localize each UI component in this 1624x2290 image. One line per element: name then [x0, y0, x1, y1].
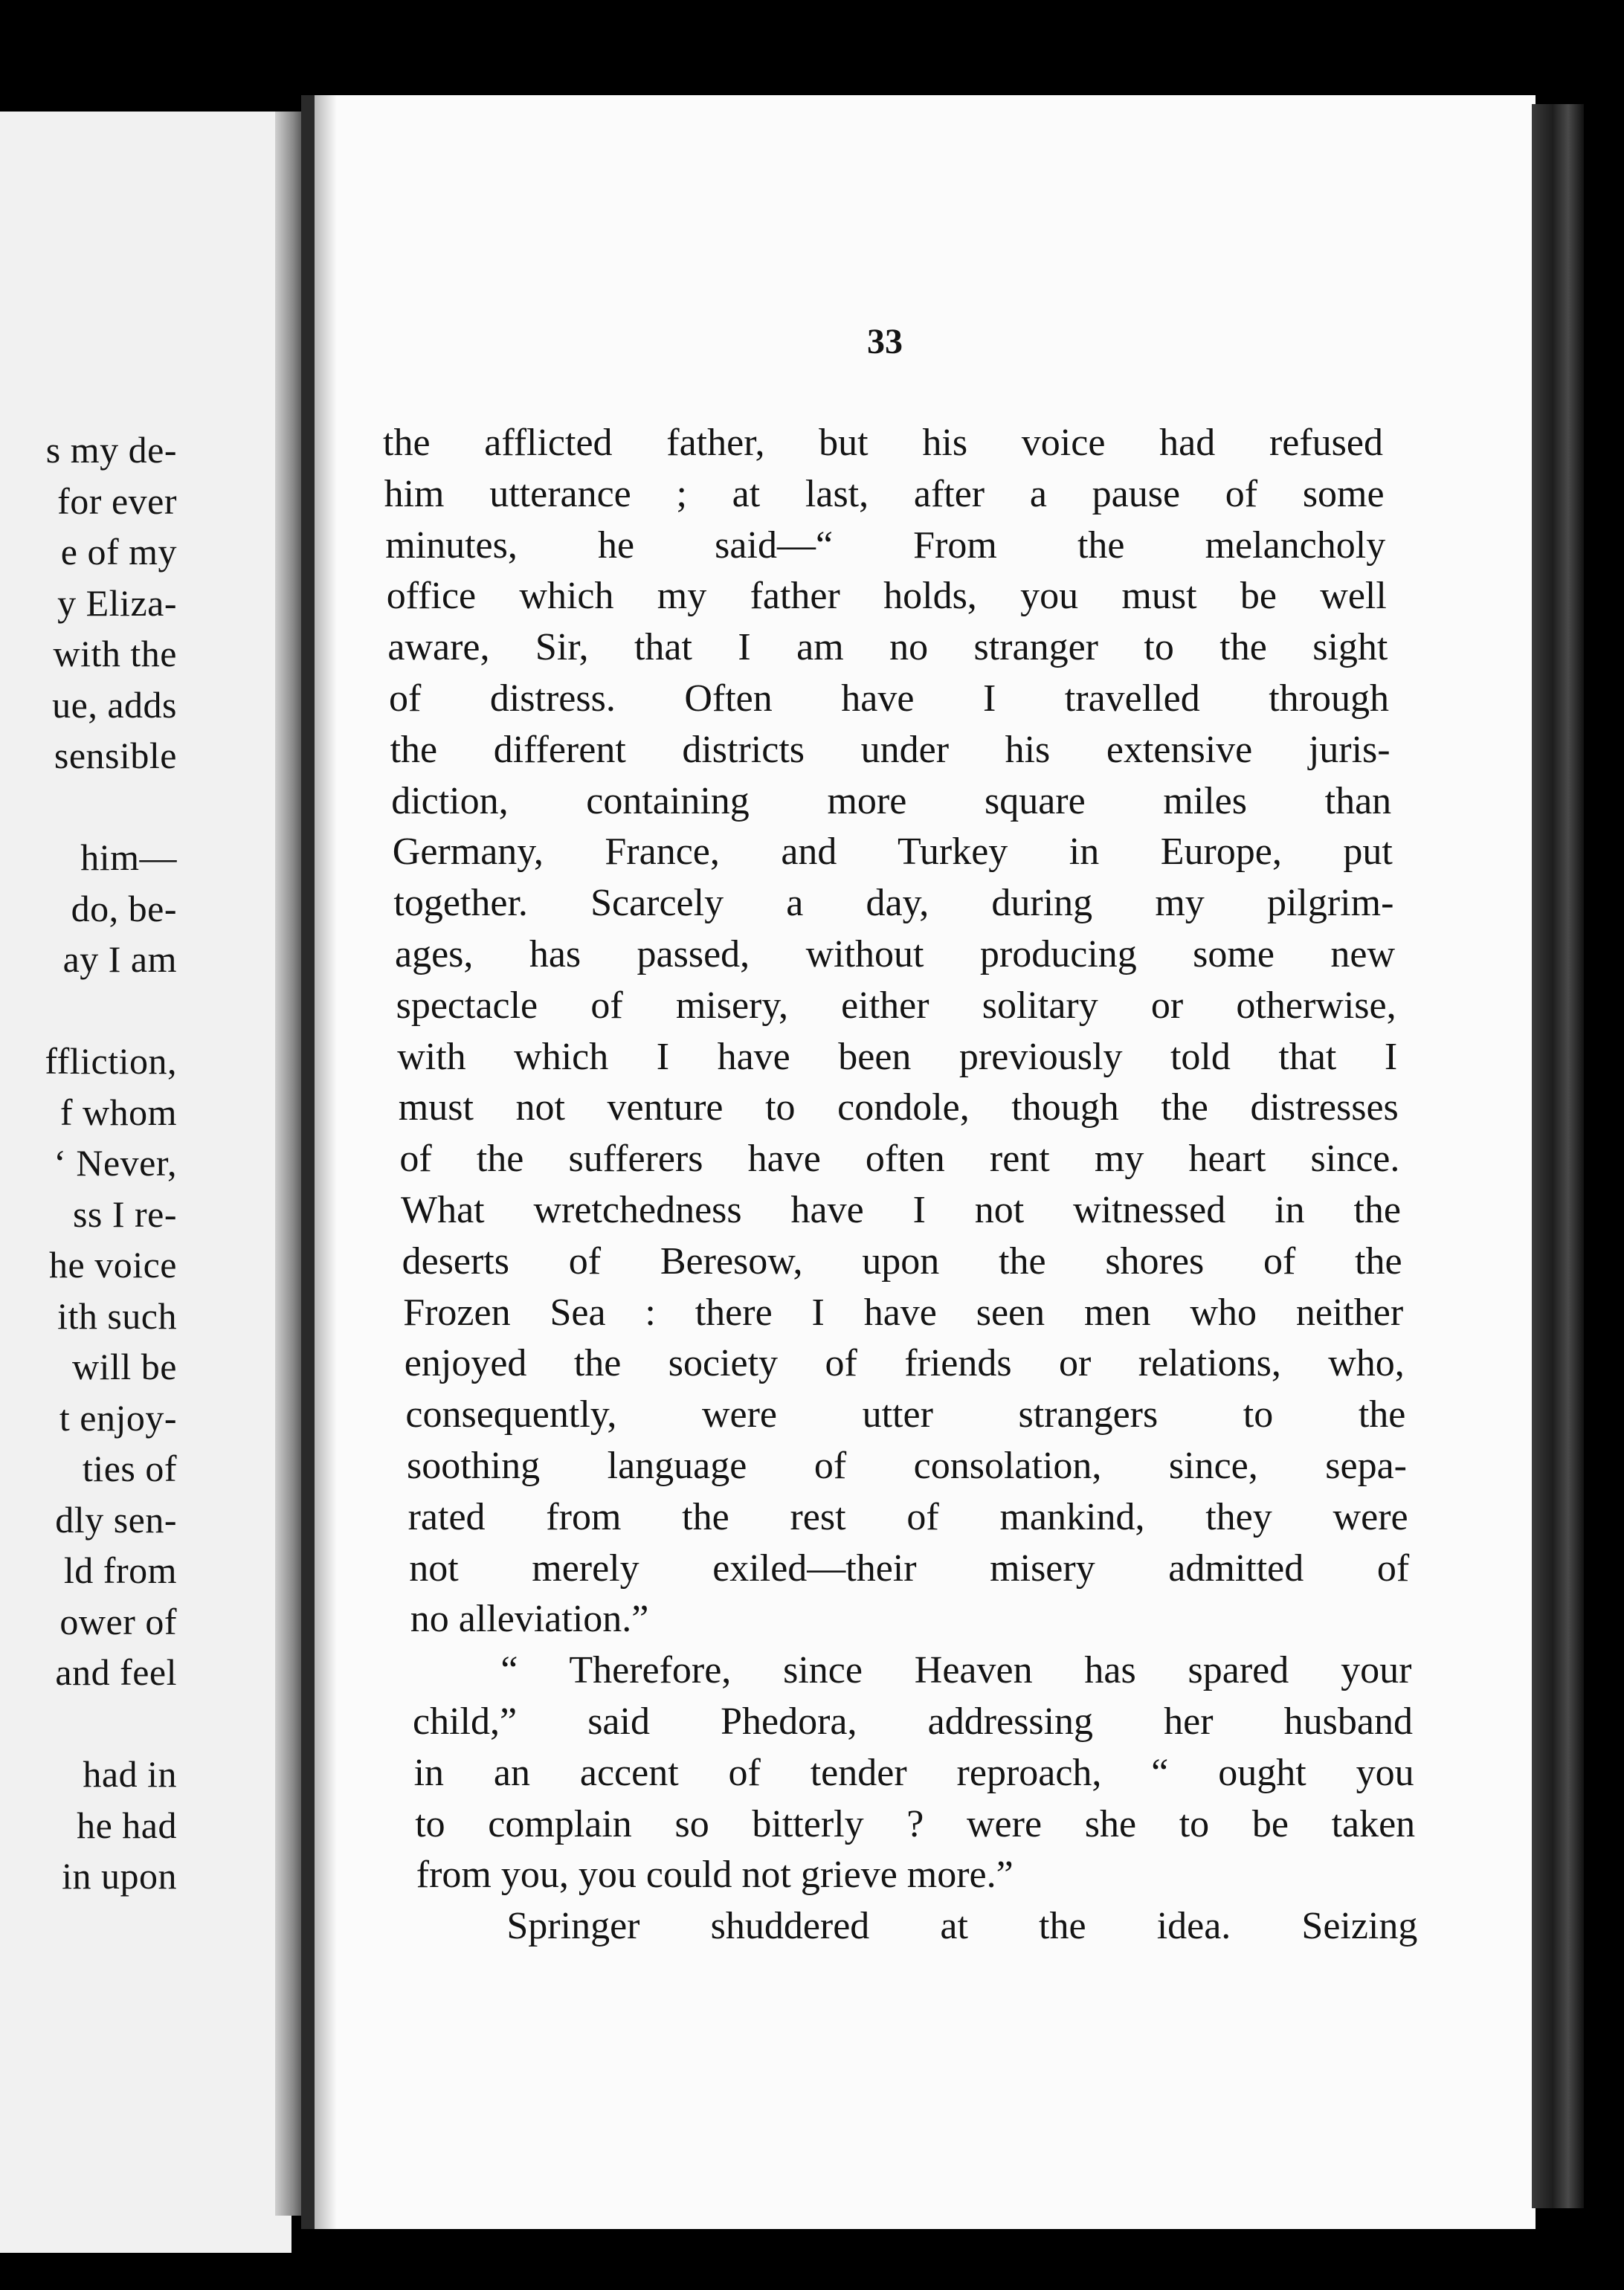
- body-line: of the sufferers have often rent my heart since.: [399, 1138, 1400, 1181]
- body-line: minutes, he said—“ From the melancholy: [385, 523, 1386, 567]
- body-line: enjoyed the society of friends or relations, who,: [404, 1342, 1405, 1385]
- gutter-shadow: [315, 95, 337, 2229]
- previous-page-line: sensible: [54, 735, 177, 776]
- previous-page-line: s my de-: [45, 429, 177, 471]
- body-line: with which I have been previously told that I: [397, 1035, 1398, 1078]
- previous-page-line: for ever: [57, 480, 177, 522]
- page-edge: [1532, 104, 1584, 2208]
- page-number: 33: [867, 322, 903, 361]
- body-line: Frozen Sea : there I have seen men who neither: [403, 1291, 1404, 1334]
- body-line: to complain so bitterly ? were she to be taken: [415, 1802, 1416, 1845]
- previous-page-line: t enjoy-: [59, 1396, 177, 1439]
- body-line: not merely exiled—their misery admitted of: [409, 1546, 1410, 1590]
- body-line: together. Scarcely a day, during my pilgrim-: [393, 882, 1394, 925]
- body-line: Springer shuddered at the idea. Seizing: [506, 1905, 1418, 1948]
- previous-page-line: ower of: [59, 1600, 177, 1642]
- body-line: aware, Sir, that I am no stranger to the sight: [387, 626, 1388, 669]
- body-line: Germany, France, and Turkey in Europe, put: [392, 830, 1393, 874]
- previous-page-line: ue, adds: [52, 683, 177, 726]
- previous-page-line: dly sen-: [55, 1498, 177, 1541]
- previous-page-line: f whom: [59, 1091, 177, 1133]
- body-line: consequently, were utter strangers to the: [405, 1393, 1406, 1436]
- previous-page-line: will be: [72, 1346, 177, 1387]
- previous-page-line: in upon: [62, 1855, 177, 1897]
- body-line: ages, has passed, without producing some new: [395, 933, 1395, 975]
- body-line: in an accent of tender reproach, “ ought you: [413, 1751, 1414, 1794]
- body-line: from you, you could not grieve more.”: [416, 1854, 1014, 1897]
- previous-page-line: ld from: [63, 1549, 177, 1591]
- body-line: What wretchedness have I not witnessed in the: [401, 1189, 1401, 1231]
- previous-page-line: ‘ Never,: [54, 1142, 177, 1184]
- previous-page-line: e of my: [60, 531, 177, 572]
- previous-page-line: he had: [77, 1804, 177, 1846]
- previous-page-line: y Eliza-: [57, 581, 177, 624]
- body-line: the afflicted father, but his voice had refused: [383, 422, 1383, 464]
- previous-page-line: ith such: [57, 1294, 177, 1337]
- body-line: diction, containing more square miles than: [391, 779, 1392, 822]
- previous-page-line: he voice: [49, 1244, 177, 1286]
- body-line: child,” said Phedora, addressing her husband: [413, 1700, 1413, 1743]
- body-line: “ Therefore, since Heaven has spared your: [500, 1649, 1412, 1692]
- previous-page-line: ties of: [82, 1448, 177, 1489]
- body-line: the different districts under his extensive juris-: [390, 728, 1391, 771]
- body-line: of distress. Often have I travelled through: [389, 677, 1389, 720]
- body-line: deserts of Beresow, upon the shores of the: [402, 1239, 1402, 1283]
- body-line: spectacle of misery, either solitary or otherwise,: [396, 984, 1396, 1027]
- body-line: him utterance ; at last, after a pause of some: [384, 472, 1385, 515]
- previous-page-line: and feel: [55, 1651, 177, 1693]
- previous-page-line: ay I am: [62, 938, 177, 980]
- body-line: rated from the rest of mankind, they were: [407, 1495, 1408, 1538]
- body-line: must not venture to condole, though the distresses: [398, 1086, 1399, 1129]
- previous-page-line: do, be-: [71, 887, 177, 929]
- previous-page-line: had in: [83, 1753, 177, 1795]
- body-line: no alleviation.”: [410, 1598, 649, 1641]
- body-line: soothing language of consolation, since, sepa-: [407, 1445, 1407, 1487]
- body-line: office which my father holds, you must be well: [386, 575, 1387, 618]
- previous-page-line: with the: [53, 633, 177, 674]
- previous-page-line: him—: [80, 836, 177, 878]
- previous-page-line: ffliction,: [45, 1040, 177, 1082]
- previous-page-line: ss I re-: [72, 1193, 177, 1235]
